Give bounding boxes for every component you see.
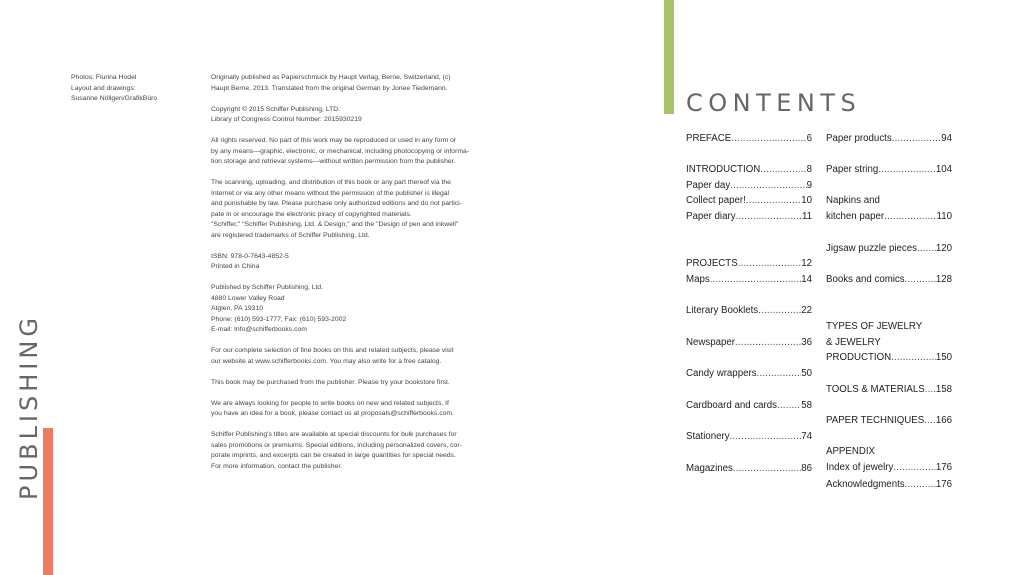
- toc-entry[interactable]: [826, 243, 952, 257]
- toc-entry-page: 36: [801, 337, 812, 348]
- toc-entry-label: TOOLS & MATERIALS: [826, 384, 925, 395]
- toc-dot-leader: [757, 368, 802, 379]
- copyright-block: [211, 73, 486, 483]
- toc-entry-label: Collect paper!: [686, 195, 746, 206]
- toc-entry-page: 110: [936, 211, 952, 222]
- toc-dot-leader: [730, 431, 802, 442]
- copyright-line: pate in or encourage the electronic piracy of copyrighted materials.: [211, 210, 412, 218]
- toc-entry[interactable]: [826, 274, 952, 288]
- toc-entry[interactable]: [686, 463, 812, 477]
- copyright-line: For more information, contact the publisher.: [211, 462, 343, 470]
- copyright-line: 4880 Lower Valley Road: [211, 294, 285, 302]
- toc-entry-page: 176: [935, 479, 952, 490]
- toc-entry-label: Acknowledgments: [826, 479, 905, 490]
- copyright-paragraph: [211, 136, 486, 168]
- copyright-paragraph: [211, 105, 486, 126]
- toc-dot-leader: [917, 243, 936, 254]
- toc-entry-label: Index of jewelry: [826, 462, 894, 473]
- toc-entry[interactable]: [686, 400, 812, 414]
- toc-dot-leader: [905, 274, 936, 285]
- contents-title: CONTENTS: [686, 89, 862, 117]
- toc-entry[interactable]: [686, 211, 812, 225]
- toc-entry-label: Books and comics: [826, 274, 905, 285]
- side-title-text: PUBLISHING: [15, 314, 43, 500]
- toc-entry[interactable]: [826, 384, 952, 398]
- toc-entry-page: 22: [801, 305, 812, 316]
- toc-entry[interactable]: [826, 462, 952, 476]
- orange-accent-bar: [43, 428, 53, 575]
- toc-entry-page: 128: [935, 274, 952, 285]
- copyright-line: ISBN: 978-0-7643-4852-5: [211, 252, 289, 260]
- toc-entry-label: Literary Booklets: [686, 305, 759, 316]
- copyright-line: Atglen, PA 19310: [211, 305, 264, 312]
- copyright-line: Published by Schiffer Publishing, Ltd.: [211, 284, 324, 291]
- toc-entry-label: PROJECTS: [686, 258, 738, 269]
- copyright-paragraph: [211, 178, 486, 241]
- toc-dot-leader: [905, 479, 936, 490]
- toc-entry[interactable]: [686, 164, 812, 178]
- toc-entry-page: 74: [801, 431, 812, 442]
- copyright-line: are registered trademarks of Schiffer Publishing, Ltd.: [211, 231, 370, 239]
- copyright-line: For our complete selection of fine books on this and related subjects, please visit: [211, 347, 454, 354]
- toc-entry[interactable]: [686, 305, 812, 319]
- toc-dot-leader: [738, 258, 802, 269]
- toc-entry-page: 14: [801, 274, 812, 285]
- copyright-line: Internet or via any other means without the permission of the publisher is illegal: [211, 189, 450, 197]
- toc-entry-label: & JEWELRY: [826, 337, 881, 348]
- copyright-paragraph: [211, 430, 486, 472]
- toc-entry-label: Candy wrappers: [686, 368, 757, 379]
- toc-entry-label: Jigsaw puzzle pieces: [826, 243, 918, 254]
- copyright-line: We are always looking for people to write books on new and related subjects. If: [211, 399, 449, 407]
- toc-entry-label: PREFACE: [686, 133, 732, 144]
- toc-dot-leader: [733, 463, 801, 474]
- toc-entry-page: 120: [935, 243, 952, 254]
- toc-entry[interactable]: [826, 352, 952, 366]
- toc-dot-leader: [758, 305, 801, 316]
- toc-entry-page: 158: [935, 384, 952, 395]
- credit-line: Photos: Flurina Hodel: [71, 74, 137, 81]
- toc-dot-leader: [760, 164, 806, 175]
- toc-entry-label: PRODUCTION: [826, 352, 892, 363]
- toc-dot-leader: [710, 274, 802, 285]
- copyright-paragraph: [211, 252, 486, 273]
- toc-entry[interactable]: [686, 258, 812, 272]
- copyright-line: All rights reserved. No part of this work may be reproduced or used in any form or: [211, 137, 457, 144]
- copyright-line: Schiffer Publishing's titles are available at special discounts for bulk purchases for: [211, 431, 457, 438]
- toc-entry[interactable]: [826, 446, 952, 460]
- copyright-line: Printed in China: [211, 263, 260, 270]
- copyright-line: Haupt Berne, 2013. Translated from the original German by Jonee Tiedemann.: [211, 84, 448, 92]
- toc-dot-leader: [736, 211, 802, 222]
- toc-entry[interactable]: [686, 368, 812, 382]
- toc-dot-leader: [892, 133, 942, 144]
- toc-dot-leader: [731, 133, 806, 144]
- copyright-line: Originally published as Papierschmuck by Haupt Verlag, Berne, Switzerland, (c): [211, 74, 451, 81]
- copyright-line: Phone: (610) 593-1777; Fax: (610) 593-2002: [211, 315, 347, 323]
- toc-entry-page: 11: [801, 211, 812, 222]
- copyright-line: porate imprints, and excerpts can be created in large quantities for special needs.: [211, 452, 456, 459]
- copyright-line: and punishable by law. Please purchase only authorized editions and do not partici-: [211, 200, 462, 207]
- copyright-paragraph: [211, 73, 486, 94]
- toc-entry-page: 8: [806, 164, 812, 175]
- toc-entry[interactable]: [826, 164, 952, 178]
- toc-entry-label: Paper string: [826, 164, 879, 175]
- toc-entry-label: Magazines: [686, 463, 733, 474]
- copyright-paragraph: [211, 346, 486, 367]
- toc-entry-label: Stationery: [686, 431, 730, 442]
- toc-entry[interactable]: [686, 133, 812, 147]
- credit-line: Susanne Nöllgen/GrafikBüro: [71, 95, 158, 102]
- toc-entry-page: 58: [801, 400, 812, 411]
- toc-entry[interactable]: [686, 195, 812, 209]
- side-title: [14, 312, 44, 502]
- toc-entry-page: 150: [935, 352, 952, 363]
- toc-entry[interactable]: [686, 431, 812, 445]
- toc-entry[interactable]: [826, 133, 952, 147]
- photo-credits: [71, 73, 157, 105]
- toc-entry-label: Napkins and: [826, 195, 880, 206]
- toc-dot-leader: [735, 337, 801, 348]
- toc-dot-leader: [730, 180, 806, 191]
- toc-entry-label: Paper day: [686, 180, 731, 191]
- toc-dot-leader: [777, 400, 801, 411]
- toc-entry-page: 50: [801, 368, 812, 379]
- toc-dot-leader: [925, 384, 936, 395]
- copyright-line: "Schiffer," "Schiffer Publishing, Ltd. & Design," and the "Design of pen and inkwell": [211, 221, 459, 228]
- toc-entry[interactable]: [826, 321, 952, 335]
- copyright-paragraph: [211, 378, 486, 389]
- copyright-paragraph: [211, 283, 486, 336]
- copyright-line: our website at www.schifferbooks.com. You may also write for a free catalog.: [211, 357, 442, 365]
- toc-entry-label: TYPES OF JEWELRY: [826, 321, 923, 332]
- green-accent-bar: [664, 0, 674, 114]
- toc-entry[interactable]: [826, 195, 952, 209]
- toc-dot-leader: [884, 211, 936, 222]
- toc-dot-leader: [893, 462, 936, 473]
- copyright-line: tion storage and retrieval systems—without written permission from the publisher.: [211, 158, 456, 165]
- toc-entry-label: Cardboard and cards: [686, 400, 778, 411]
- toc-entry-label: Maps: [686, 274, 710, 285]
- toc-entry[interactable]: [826, 211, 952, 225]
- toc-entry-page: 9: [806, 180, 812, 191]
- toc-entry[interactable]: [686, 180, 812, 194]
- toc-entry-label: Paper diary: [686, 211, 736, 222]
- toc-entry-label: INTRODUCTION: [686, 164, 761, 175]
- copyright-paragraph: [211, 399, 486, 420]
- toc-entry[interactable]: [826, 415, 952, 429]
- toc-entry[interactable]: [826, 337, 952, 351]
- copyright-line: Copyright © 2015 Schiffer Publishing, LTD.: [211, 105, 341, 113]
- toc-entry-label: APPENDIX: [826, 446, 875, 457]
- toc-entry-page: 6: [806, 133, 812, 144]
- toc-dot-leader: [746, 195, 801, 206]
- copyright-line: by any means—graphic, electronic, or mechanical, including photocopying or informa-: [211, 147, 470, 155]
- toc-entry-label: kitchen paper: [826, 211, 885, 222]
- toc-entry[interactable]: [686, 337, 812, 351]
- copyright-line: E-mail: Info@schifferbooks.com: [211, 326, 307, 333]
- toc-dot-leader: [878, 164, 936, 175]
- credit-line: Layout and drawings:: [71, 84, 136, 92]
- copyright-line: Library of Congress Control Number: 2015930219: [211, 116, 362, 123]
- copyright-line: The scanning, uploading, and distribution of this book or any part thereof via the: [211, 179, 451, 186]
- toc-entry-page: 176: [935, 462, 952, 473]
- toc-entry-page: 10: [801, 195, 812, 206]
- toc-entry[interactable]: [826, 479, 952, 493]
- toc-entry-label: Newspaper: [686, 337, 736, 348]
- copyright-line: sales promotions or premiums. Special editions, including personalized covers, cor-: [211, 441, 462, 449]
- copyright-line: This book may be purchased from the publisher. Please try your bookstore first.: [211, 378, 450, 386]
- toc-entry-page: 104: [935, 164, 952, 175]
- toc-entry[interactable]: [686, 274, 812, 288]
- toc-dot-leader: [924, 415, 936, 426]
- toc-entry-page: 12: [801, 258, 812, 269]
- toc-dot-leader: [891, 352, 936, 363]
- copyright-line: you have an idea for a book, please contact us at proposals@schifferbooks.com.: [211, 410, 454, 417]
- toc-entry-page: 86: [801, 463, 812, 474]
- toc-entry-label: PAPER TECHNIQUES: [826, 415, 925, 426]
- toc-entry-label: Paper products: [826, 133, 892, 144]
- toc-entry-page: 94: [941, 133, 952, 144]
- toc-entry-page: 166: [935, 415, 952, 426]
